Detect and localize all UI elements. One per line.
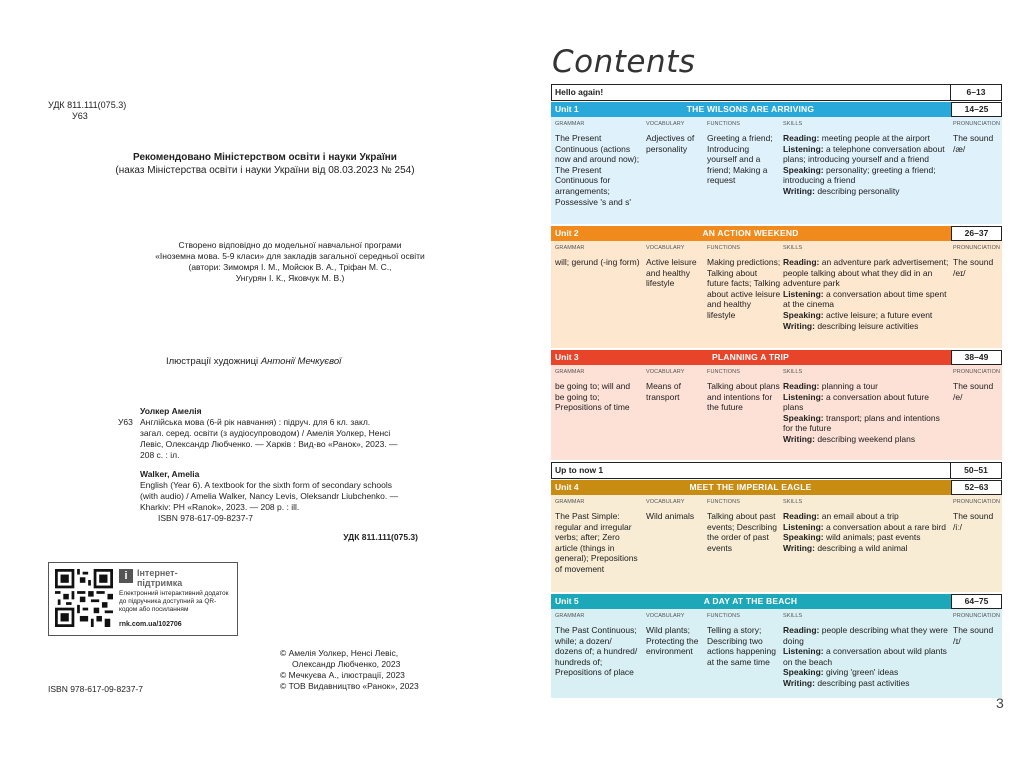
bibliographic-record (118, 406, 418, 543)
unit-vocabulary: Adjectives of personality (646, 133, 695, 154)
skill-line (783, 257, 951, 289)
col-header-skills: SKILLS (783, 369, 803, 375)
pronunciation-symbol: /æ/ (953, 143, 966, 154)
skill-value: describing weekend plans (814, 433, 916, 444)
skill-line (783, 522, 951, 533)
copyright-line: Олександр Любченко, 2023 (292, 659, 401, 669)
col-header-grammar: GRAMMAR (555, 245, 585, 251)
skill-value: people describing what they were doing (783, 625, 948, 646)
page-number: 3 (996, 695, 1004, 711)
illustrator-name: Антонії Мечкуєвої (260, 356, 342, 367)
unit-skills (783, 257, 951, 331)
udk-bottom: УДК 811.111(075.3) (343, 532, 418, 542)
info-icon: i (119, 569, 133, 583)
unit-title: THE WILSONS ARE ARRIVING (686, 104, 815, 114)
skill-key: Listening: (783, 391, 824, 402)
udk-code: УДК 811.111(075.3) (48, 100, 127, 110)
unit-skills (783, 511, 951, 553)
skill-key: Listening: (783, 143, 824, 154)
skill-key: Speaking: (783, 309, 824, 320)
toc-row-pages: 6–13 (950, 85, 1001, 100)
unit-block-4[interactable] (551, 480, 1002, 592)
col-header-pronunciation: PRONUNCIATION (953, 613, 1001, 619)
skill-key: Speaking: (783, 532, 824, 543)
unit-functions: Making predictions; Talking about future facts; Talking about active leisure and healthy lifestyle (707, 257, 781, 320)
contents-table (551, 84, 1002, 700)
unit-pages: 26–37 (951, 226, 1002, 241)
pronunciation-label: The sound (953, 511, 994, 521)
skill-value: describing a wild animal (814, 542, 908, 553)
unit-title: MEET THE IMPERIAL EAGLE (689, 482, 812, 492)
copyright-line: © Мечкуєва А., ілюстрації, 2023 (280, 670, 405, 680)
unit-pages: 64–75 (951, 594, 1002, 609)
skill-value: active leisure; a future event (823, 309, 933, 320)
col-header-functions: FUNCTIONS (707, 499, 740, 505)
skill-key: Listening: (783, 288, 824, 299)
skill-line (783, 434, 951, 445)
col-header-skills: SKILLS (783, 121, 803, 127)
internet-support-title-line: підтримка (137, 578, 183, 588)
unit-functions: Talking about plans and intentions for the future (707, 381, 780, 413)
unit-pronunciation (953, 133, 1001, 154)
skill-line (783, 144, 951, 165)
skill-line (783, 543, 951, 554)
program-line: «Іноземна мова. 5-9 класи» для закладів загальної середньої освіти (155, 251, 425, 261)
internet-support-text: Електронний інтерактивний додаток до підручника доступний за QR-кодом або посиланням (119, 590, 229, 613)
pronunciation-symbol: /iː/ (953, 521, 962, 532)
col-header-grammar: GRAMMAR (555, 499, 585, 505)
biblio-line: загал. серед. освіти (з аудіосупроводом) / Амелія Уолкер, Ненсі (140, 428, 391, 438)
unit-title: PLANNING A TRIP (712, 352, 789, 362)
col-header-functions: FUNCTIONS (707, 121, 740, 127)
col-header-vocabulary: VOCABULARY (646, 369, 685, 375)
skill-value: personality; greeting a friend; introducing a friend (783, 164, 936, 186)
pronunciation-label: The sound (953, 625, 994, 635)
col-header-vocabulary: VOCABULARY (646, 613, 685, 619)
skill-key: Reading: (783, 511, 820, 521)
skill-line (783, 413, 951, 434)
internet-support-box (48, 562, 238, 636)
unit-number: Unit 2 (555, 228, 579, 238)
unit-number: Unit 5 (555, 596, 579, 606)
biblio-en-line: (with audio) / Amelia Walker, Nancy Levis, Oleksandr Liubchenko. — (140, 491, 399, 501)
unit-column-headers (551, 365, 1002, 378)
unit-skills (783, 625, 951, 689)
biblio-code: У63 (118, 417, 133, 427)
unit-pages: 38–49 (951, 350, 1002, 365)
unit-column-headers (551, 495, 1002, 508)
unit-number: Unit 3 (555, 352, 579, 362)
skill-value: wild animals; past events (823, 532, 921, 543)
skill-key: Reading: (783, 133, 820, 143)
skill-value: a telephone conversation about plans; introducing yourself and a friend (783, 143, 945, 165)
skill-key: Writing: (783, 320, 815, 331)
skill-value: describing personality (814, 185, 900, 196)
skill-key: Writing: (783, 433, 815, 444)
unit-header (551, 102, 1002, 117)
unit-header (551, 594, 1002, 609)
col-header-grammar: GRAMMAR (555, 121, 585, 127)
toc-row-label: Up to now 1 (555, 465, 604, 475)
toc-row-label: Hello again! (555, 87, 604, 97)
skill-value: planning a tour (819, 381, 878, 391)
skill-key: Reading: (783, 625, 820, 635)
unit-body (551, 130, 1002, 224)
toc-row-pages: 50–51 (950, 463, 1001, 478)
biblio-line: 208 с. : іл. (140, 450, 180, 460)
pronunciation-symbol: /e/ (953, 391, 963, 402)
skill-value: an adventure park advertisement; people talking about what they did in an adventure park (783, 257, 949, 289)
unit-grammar: The Past Simple: regular and irregular verbs; after; Zero article (things in general); Prepositions of movement (555, 511, 638, 574)
unit-vocabulary: Wild animals (646, 511, 695, 521)
skill-line (783, 532, 951, 543)
unit-block-5[interactable] (551, 594, 1002, 698)
skill-line (783, 646, 951, 667)
unit-grammar: The Present Continuous (actions now and around now); The Present Continuous for arrangements; Possessive 's and s' (555, 133, 640, 207)
biblio-isbn: ISBN 978-617-09-8237-7 (158, 513, 253, 523)
unit-vocabulary: Active leisure and healthy lifestyle (646, 257, 697, 289)
skill-key: Writing: (783, 542, 815, 553)
biblio-line: Англійська мова (6-й рік навчання) : підруч. для 6 кл. закл. (140, 417, 371, 427)
skill-value: a conversation about wild plants on the beach (783, 646, 947, 667)
unit-body (551, 508, 1002, 592)
col-header-skills: SKILLS (783, 245, 803, 251)
unit-pronunciation (953, 257, 1001, 278)
biblio-line: Левіс, Олександр Любченко. — Харків : Вид-во «Ранок», 2023. — (140, 439, 398, 449)
skill-key: Reading: (783, 381, 820, 391)
biblio-en-line: Kharkiv: PH «Ranok», 2023. — 208 p. : ill. (140, 502, 300, 512)
col-header-vocabulary: VOCABULARY (646, 245, 685, 251)
skill-line (783, 678, 951, 689)
skill-line (783, 165, 951, 186)
biblio-en-line: English (Year 6). A textbook for the sixth form of secondary schools (140, 480, 392, 490)
internet-support-title-line: Інтернет- (137, 568, 178, 578)
unit-functions: Greeting a friend; Introducing yourself and a friend; Making a request (707, 133, 773, 186)
program-line: Створено відповідно до модельної навчальної програми (178, 240, 402, 250)
unit-pronunciation (953, 511, 1001, 532)
unit-skills (783, 381, 951, 445)
unit-grammar: The Past Continuous; while; a dozen/ dozens of; a hundred/ hundreds of; Prepositions of place (555, 625, 638, 678)
col-header-pronunciation: PRONUNCIATION (953, 121, 1001, 127)
skill-value: describing past activities (814, 677, 910, 688)
unit-title: A DAY AT THE BEACH (703, 596, 798, 606)
unit-functions: Telling a story; Describing two actions happening at the same time (707, 625, 777, 667)
skill-value: a conversation about future plans (783, 391, 929, 413)
unit-number: Unit 1 (555, 104, 579, 114)
author-mark: У63 (72, 111, 88, 121)
unit-column-headers (551, 117, 1002, 130)
toc-row-hello[interactable] (551, 84, 1002, 101)
recommendation-title: Рекомендовано Міністерством освіти і науки України (133, 152, 397, 163)
col-header-functions: FUNCTIONS (707, 613, 740, 619)
pronunciation-label: The sound (953, 257, 994, 267)
unit-vocabulary: Means of transport (646, 381, 681, 402)
skill-value: meeting people at the airport (819, 133, 930, 143)
program-note (130, 240, 450, 284)
unit-body (551, 378, 1002, 460)
pronunciation-symbol: /ɪ/ (953, 635, 961, 646)
skill-key: Speaking: (783, 412, 824, 423)
illustrator-prefix: Ілюстрації художниці (166, 356, 261, 367)
skill-line (783, 289, 951, 310)
copyright-line: © Амелія Уолкер, Ненсі Левіс, (280, 648, 399, 658)
col-header-skills: SKILLS (783, 613, 803, 619)
unit-pages: 14–25 (951, 102, 1002, 117)
unit-functions: Talking about past events; Describing the order of past events (707, 511, 777, 553)
unit-grammar: will; gerund (-ing form) (555, 257, 640, 267)
unit-body (551, 622, 1002, 698)
unit-block-3[interactable] (551, 350, 1002, 460)
unit-block-1[interactable] (551, 102, 1002, 224)
unit-header (551, 226, 1002, 241)
skill-key: Writing: (783, 185, 815, 196)
program-line: Унгурян І. К., Яковчук М. В.) (235, 273, 345, 283)
pronunciation-symbol: /eɪ/ (953, 267, 966, 278)
col-header-functions: FUNCTIONS (707, 245, 740, 251)
unit-header (551, 480, 1002, 495)
skill-line (783, 133, 951, 144)
author-ua: Уолкер Амелія (140, 406, 202, 416)
qr-code-icon[interactable] (55, 569, 113, 627)
unit-pages: 52–63 (951, 480, 1002, 495)
skill-key: Speaking: (783, 164, 824, 175)
skill-value: describing leisure activities (814, 320, 919, 331)
col-header-pronunciation: PRONUNCIATION (953, 499, 1001, 505)
unit-header (551, 350, 1002, 365)
skill-value: transport; plans and intentions for the future (783, 412, 940, 434)
col-header-pronunciation: PRONUNCIATION (953, 369, 1001, 375)
recommendation (100, 151, 430, 177)
skill-key: Listening: (783, 646, 824, 657)
copyright-line: © ТОВ Видавництво «Ранок», 2023 (280, 681, 419, 691)
unit-column-headers (551, 241, 1002, 254)
skill-line (783, 381, 951, 392)
recommendation-order: (наказ Міністерства освіти і науки України від 08.03.2023 № 254) (115, 165, 415, 176)
internet-support-link[interactable]: rnk.com.ua/102706 (119, 621, 182, 628)
author-en: Walker, Amelia (140, 469, 200, 479)
unit-pronunciation (953, 625, 1001, 646)
skill-line (783, 511, 951, 522)
col-header-pronunciation: PRONUNCIATION (953, 245, 1001, 251)
skill-line (783, 625, 951, 646)
page-title: Contents (552, 44, 696, 80)
program-line: (автори: Зимомря І. М., Мойсюк В. А., Тріфан М. С., (188, 262, 392, 272)
unit-column-headers (551, 609, 1002, 622)
isbn: ISBN 978-617-09-8237-7 (48, 684, 143, 694)
skill-key: Writing: (783, 677, 815, 688)
illustrator-credit (166, 356, 341, 367)
pronunciation-label: The sound (953, 133, 994, 143)
unit-skills (783, 133, 951, 197)
pronunciation-label: The sound (953, 381, 994, 391)
udk-block (48, 100, 126, 122)
skill-key: Listening: (783, 521, 824, 532)
skill-line (783, 186, 951, 197)
skill-key: Reading: (783, 257, 820, 267)
unit-vocabulary: Wild plants; Protecting the environment (646, 625, 699, 657)
toc-row-up-to-now[interactable] (551, 462, 1002, 479)
col-header-grammar: GRAMMAR (555, 369, 585, 375)
col-header-functions: FUNCTIONS (707, 369, 740, 375)
unit-body (551, 254, 1002, 348)
col-header-grammar: GRAMMAR (555, 613, 585, 619)
skill-value: giving 'green' ideas (823, 667, 899, 678)
unit-pronunciation (953, 381, 1001, 402)
skill-line (783, 310, 951, 321)
skill-key: Speaking: (783, 667, 824, 678)
internet-support-title (137, 568, 182, 588)
unit-block-2[interactable] (551, 226, 1002, 348)
skill-value: a conversation about time spent at the cinema (783, 288, 947, 310)
skill-value: a conversation about a rare bird (823, 521, 946, 532)
col-header-vocabulary: VOCABULARY (646, 499, 685, 505)
skill-line (783, 392, 951, 413)
skill-line (783, 667, 951, 678)
skill-line (783, 321, 951, 332)
copyright-block (280, 648, 419, 692)
skill-value: an email about a trip (819, 511, 899, 521)
col-header-vocabulary: VOCABULARY (646, 121, 685, 127)
unit-title: AN ACTION WEEKEND (702, 228, 799, 238)
unit-grammar: be going to; will and be going to; Prepositions of time (555, 381, 631, 413)
col-header-skills: SKILLS (783, 499, 803, 505)
unit-number: Unit 4 (555, 482, 579, 492)
